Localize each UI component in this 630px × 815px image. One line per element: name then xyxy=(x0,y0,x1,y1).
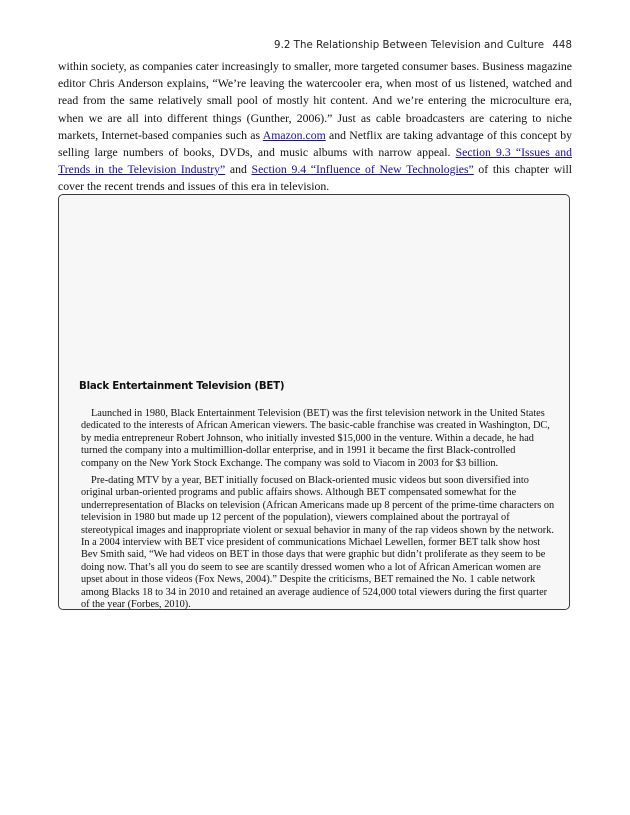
bet-sidebar-box xyxy=(58,194,570,610)
sidebar-paragraph-1 xyxy=(81,408,555,470)
section-9-3-link[interactable]: Section 9.3 “Issues and Trends in the Television Industry” xyxy=(58,146,572,177)
body-text-3: and xyxy=(225,163,252,177)
body-text-1: within society, as companies cater increasingly to smaller, more targeted consumer bases. Business magazine editor Chris Anderson explains, “We’re leaving the watercooler era, when most of us listened, watched and read from the same relatively small pool of mostly hit content. And we’re entering the microculture era, when we are all into different things (Gunther, 2006).” Just as cable broadcasters are catering to niche markets, Internet-based companies such as xyxy=(58,60,572,142)
section-9-4-link[interactable]: Section 9.4 “Influence of New Technologies” xyxy=(251,163,474,177)
amazon-link[interactable]: Amazon.com xyxy=(262,128,326,142)
page-number: 448 xyxy=(552,40,572,51)
sidebar-paragraph-2 xyxy=(81,475,555,611)
sidebar-paragraph-1-text: Launched in 1980, Black Entertainment Television (BET) was the first television network in the United States dedicated to the interests of African American viewers. The basic-cable franchise was created in Washington, DC, by media entrepreneur Robert Johnson, who initially invested $15,000 in the venture. Within a decade, he had turned the company into a multimillion-dollar enterprise, and in 1991 it became the first Black-controlled company on the New York Stock Exchange. The company was sold to Viacom in 2003 for $3 billion. xyxy=(81,408,550,469)
running-header xyxy=(274,40,572,51)
sidebar-paragraph-2-text: Pre-dating MTV by a year, BET initially focused on Black-oriented music videos but soon diversified into original urban-oriented programs and public affairs shows. Although BET compensated somewhat for the underrepresentation of Blacks on television (African Americans made up 8 percent of the prime-time characters on television in 1980 but made up 12 percent of the population), viewers complained about the portrayal of stereotypical images and inappropriate violent or sexual behavior in many of the rap videos shown by the network. In a 2004 interview with BET vice president of communications Michael Lewellen, former BET talk show host Bev Smith said, “We had videos on BET in those days that were graphic but didn’t proliferate as they seem to be doing now. That’s all you do seem to see are scantily dressed women who a lot of African American women are upset about in those videos (Fox News, 2004).” Despite the criticisms, BET remained the No. 1 cable network among Blacks 18 to 34 in 2010 and retained an average audience of 524,000 total viewers during the first quarter of the year (Forbes, 2010). xyxy=(81,475,555,611)
body-paragraph xyxy=(58,58,572,196)
body-text-4: of this chapter will cover the recent trends and issues of this era in television. xyxy=(58,163,573,194)
section-title: 9.2 The Relationship Between Television and Culture xyxy=(274,40,545,51)
body-text-2: and Netflix are taking advantage of this concept by selling large numbers of books, DVDs, and music albums with narrow appeal. xyxy=(58,128,572,160)
sidebar-title: Black Entertainment Television (BET) xyxy=(79,381,285,392)
